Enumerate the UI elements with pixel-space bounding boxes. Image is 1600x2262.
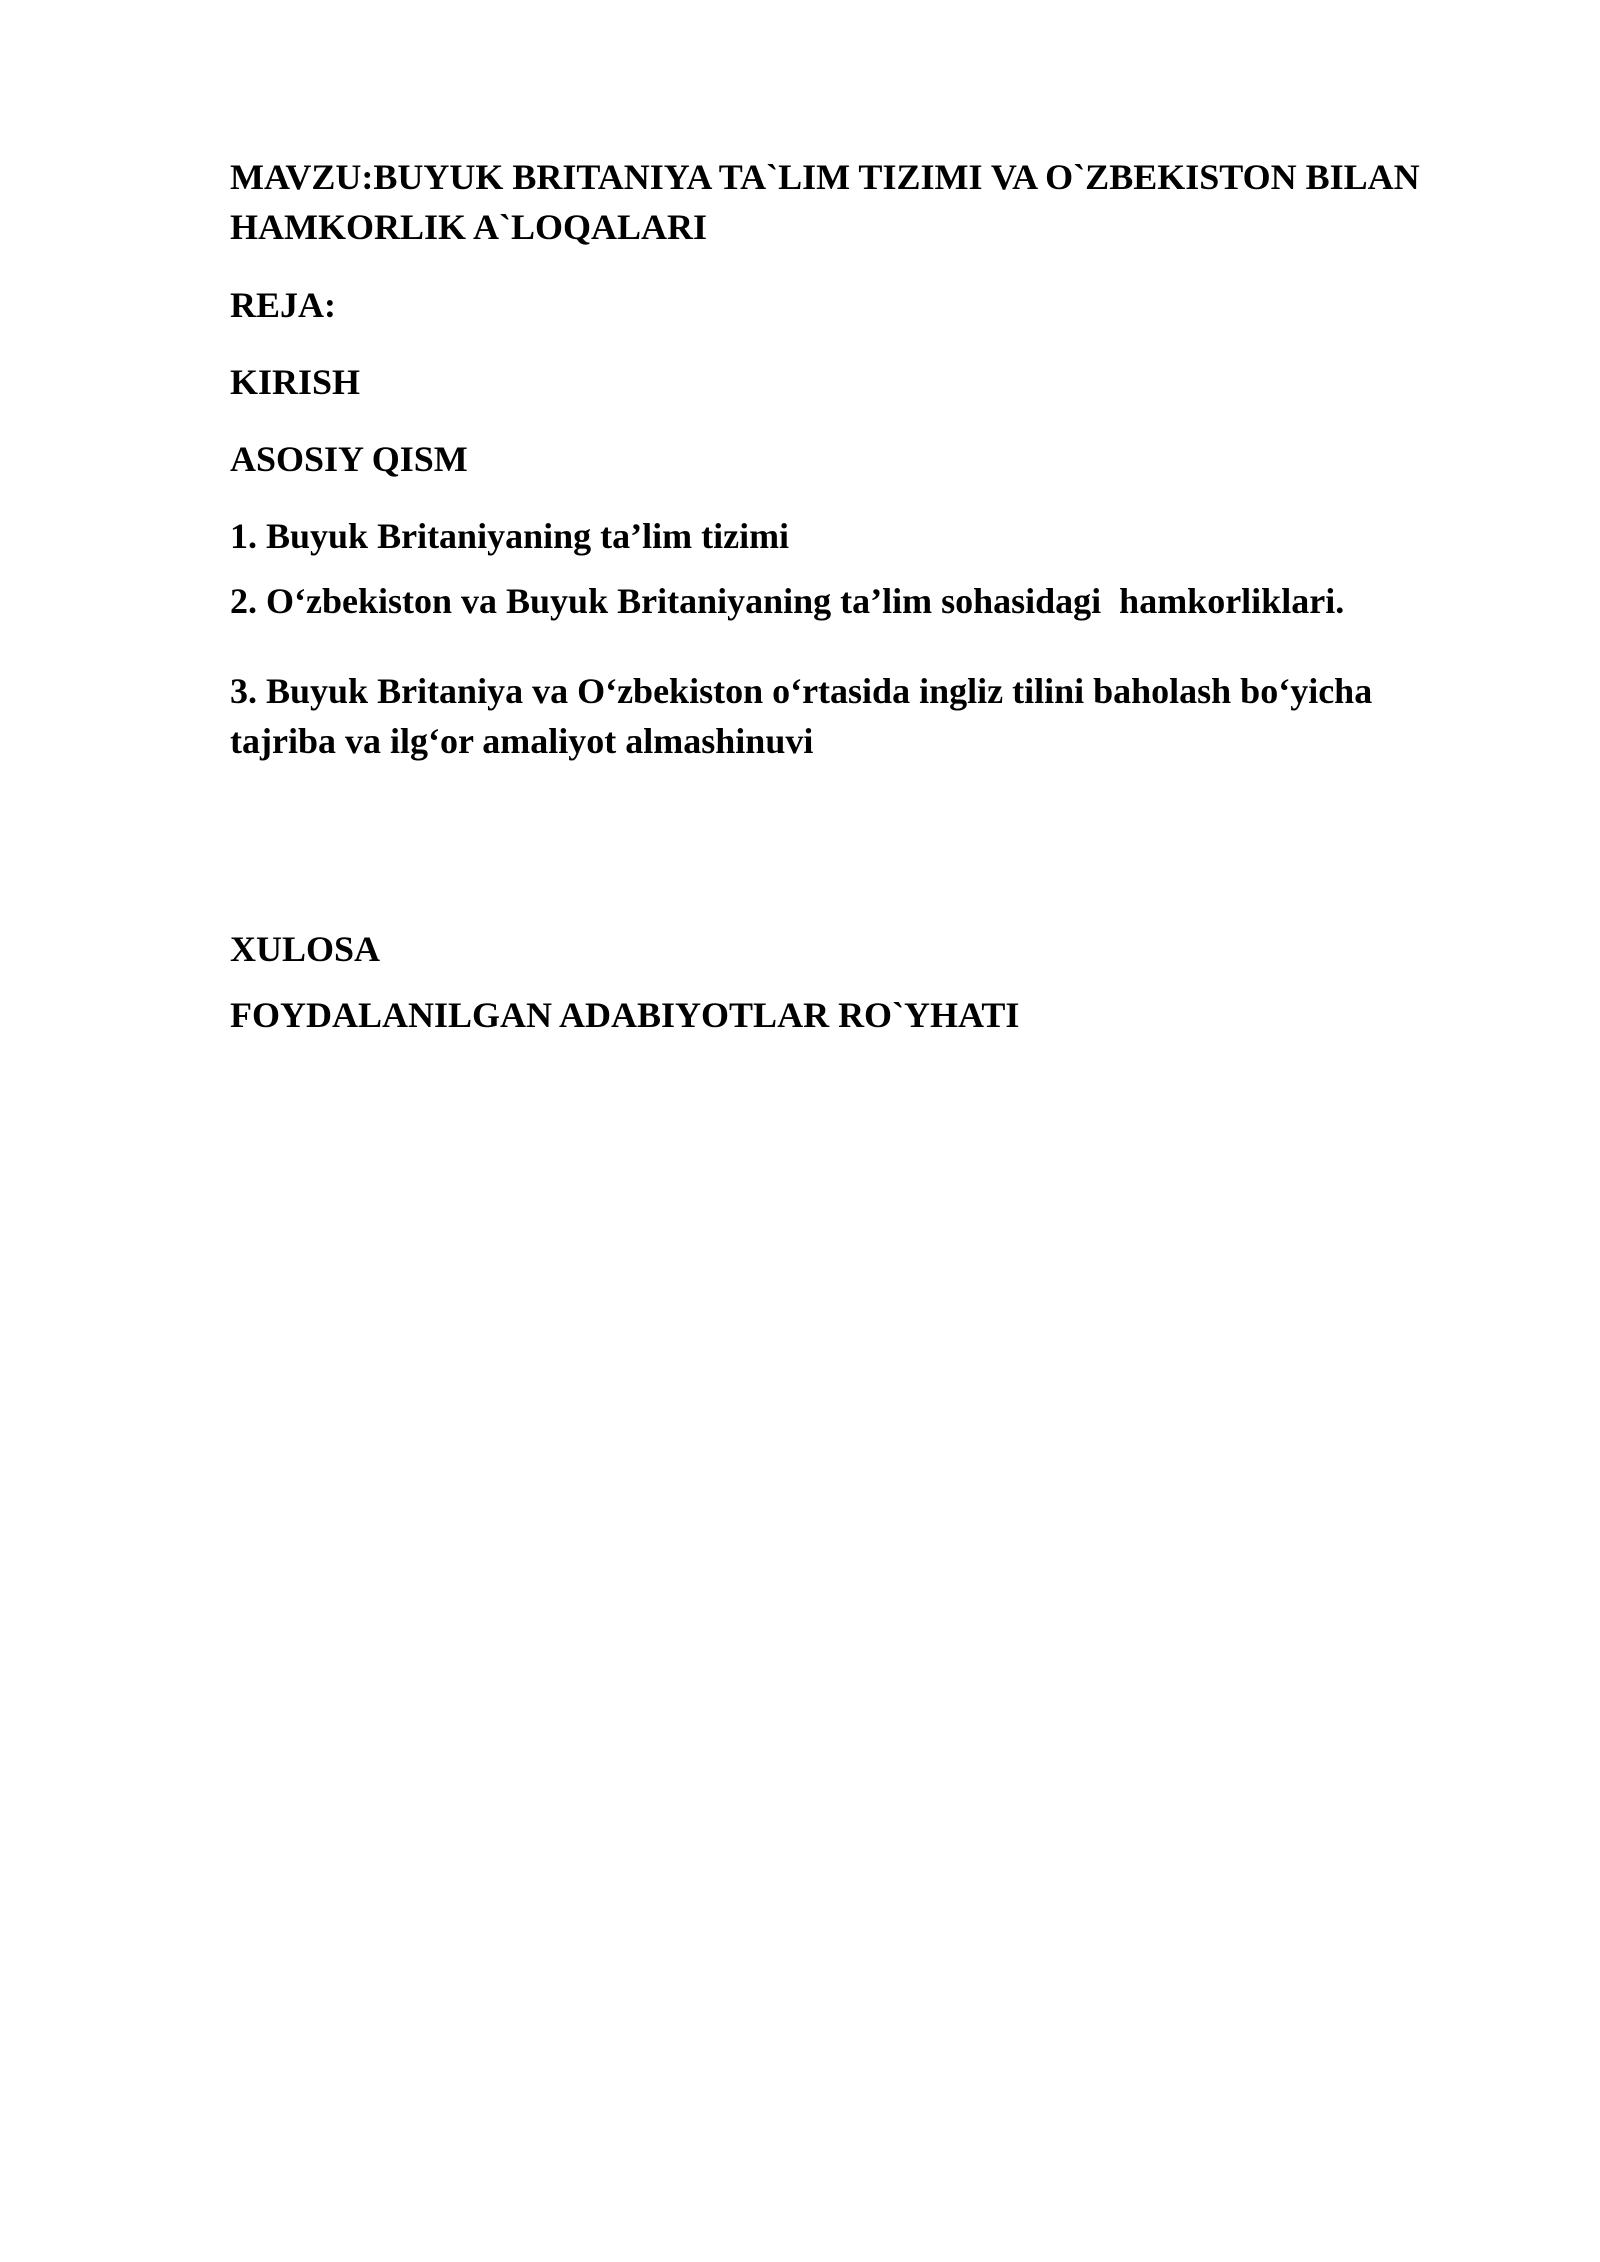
references-heading: FOYDALANILGAN ADABIYOTLAR RO`YHATI [230, 995, 1020, 1035]
intro-heading: KIRISH [230, 362, 361, 402]
main-part-heading: ASOSIY QISM [230, 439, 468, 479]
document-title: MAVZU:BUYUK BRITANIYA TA`LIM TIZIMI VA O`ZBEKISTON BILAN HAMKORLIK A`LOQALARI [230, 157, 1429, 247]
plan-item-2: 2. O‘zbekiston va Buyuk Britaniyaning ta’lim sohasidagi hamkorliklari. [230, 581, 1345, 621]
conclusion-heading: XULOSA [230, 929, 381, 969]
plan-heading: REJA: [230, 285, 336, 325]
plan-item-1: 1. Buyuk Britaniyaning ta’lim tizimi [230, 516, 790, 556]
plan-item-3: 3. Buyuk Britaniya va O‘zbekiston o‘rtasida ingliz tilini baholash bo‘yicha tajriba va ilg‘or amaliyot almashinuvi [230, 671, 1382, 761]
